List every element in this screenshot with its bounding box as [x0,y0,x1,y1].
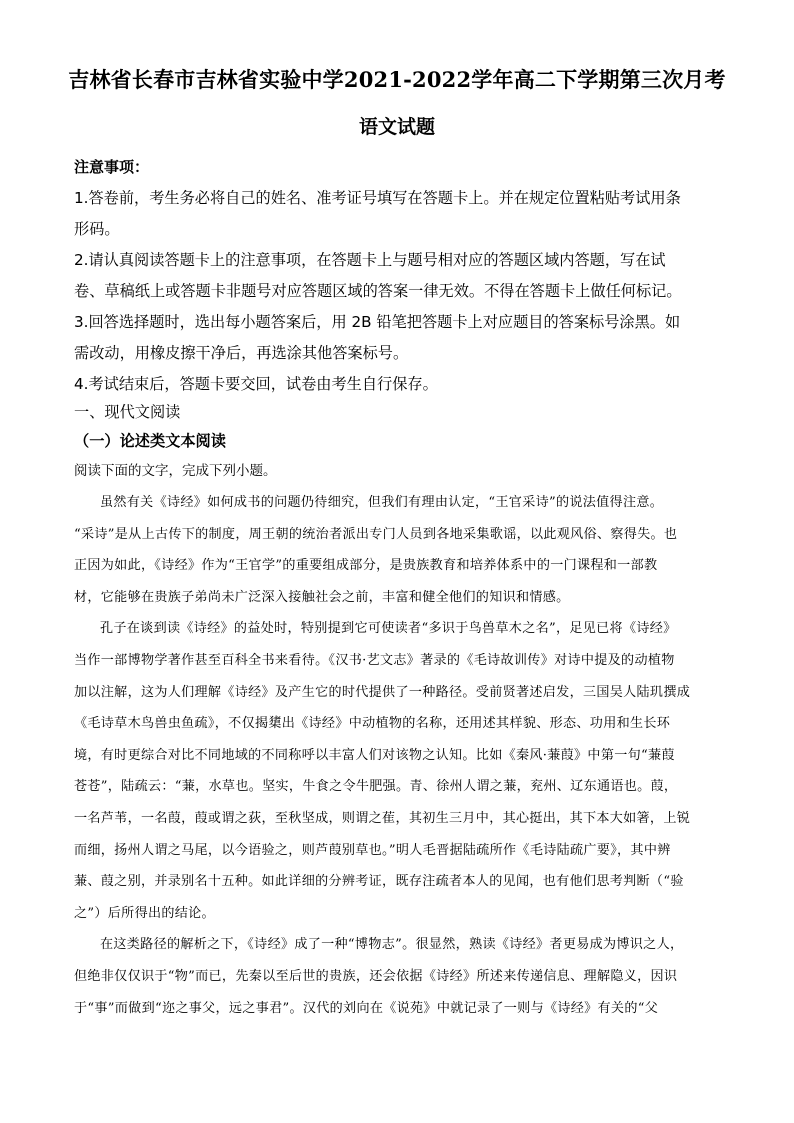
essay-line: 蒹、葭之别，并录别名十五种。如此详细的分辨考证，既存注疏者本人的见闻，也有他们思考判断（“验 [74,874,684,890]
subsection-heading: （一）论述类文本阅读 [74,432,226,450]
notice-block [74,152,724,400]
essay-line: 于“事”而做到“迩之事父，远之事君”。汉代的刘向在《说苑》中就记录了一则与《诗经》有关的“父 [74,1000,659,1016]
section-heading: 一、现代文阅读 [74,403,181,421]
essay-line: 虽然有关《诗经》如何成书的问题仍待细究，但我们有理由认定，“王官采诗”的说法值得注意。 [100,495,664,510]
notice-heading: 注意事项： [74,158,150,176]
notice-line: 形码。 [74,220,120,238]
essay-line: 加以注解，这为人们理解《诗经》及产生它的时代提供了一种路径。受前贤著述启发，三国吴人陆玑撰成 [74,684,691,700]
essay-line: 而细，扬州人谓之马尾，以今语验之，则芦葭别草也。”明人毛晋据陆疏所作《毛诗陆疏广要》，其中辨 [74,842,671,858]
notice-line: 1.答卷前，考生务必将自己的姓名、准考证号填写在答题卡上。并在规定位置粘贴考试用条 [74,189,681,207]
exam-subtitle: 语文试题 [358,116,435,138]
essay-line: 正因为如此，《诗经》作为“王官学”的重要组成部分，是贵族教育和培养体系中的一门课程和一部教 [74,558,658,574]
essay-line: 境，有时更综合对比不同地域的不同称呼以丰富人们对该物之认知。比如《秦风·蒹葭》中第一句“蒹葭 [74,747,675,763]
essay-line: “采诗”是从上古传下的制度，周王朝的统治者派出专门人员到各地采集歌谣，以此观风俗、察得失。也 [74,526,678,542]
essay-line: 当作一部博物学著作甚至百科全书来看待。《汉书·艺文志》著录的《毛诗故训传》对诗中提及的动植物 [74,652,675,668]
reading-instruction: 阅读下面的文字，完成下列小题。 [74,463,277,479]
notice-line: 3.回答选择题时，选出每小题答案后，用 2B 铅笔把答题卡上对应题目的答案标号涂黑。如 [74,313,681,331]
essay-text [74,487,718,1024]
essay-line: 材，它能够在贵族子弟尚未广泛深入接触社会之前，丰富和健全他们的知识和情感。 [74,589,570,605]
notice-line: 2.请认真阅读答题卡上的注意事项，在答题卡上与题号相对应的答题区域内答题，写在试 [74,251,666,269]
essay-line: 苍苍”，陆疏云：“蒹，水草也。坚实，牛食之令牛肥强。青、徐州人谓之蒹，兖州、辽东通语也。葭， [74,779,678,795]
essay-line: 《毛诗草木鸟兽虫鱼疏》，不仅揭橥出《诗经》中动植物的名称，还用述其样貌、形态、功用和生长环 [74,716,671,732]
essay-line: 但绝非仅仅识于“物”而已，先秦以至后世的贵族，还会依据《诗经》所述来传递信息、理解隐义，因识 [74,968,678,984]
notice-line: 卷、草稿纸上或答题卡非题号对应答题区域的答案一律无效。不得在答题卡上做任何标记。 [74,282,682,300]
exam-title: 吉林省长春市吉林省实验中学2021-2022学年高二下学期第三次月考 [68,67,726,92]
essay-line: 在这类路径的解析之下，《诗经》成了一种“博物志”。很显然，熟读《诗经》者更易成为博识之人， [100,937,684,953]
notice-line: 需改动，用橡皮擦干净后，再选涂其他答案标号。 [74,344,409,362]
essay-line: 孔子在谈到读《诗经》的益处时，特别提到它可使读者“多识于鸟兽草木之名”，足见已将《诗经》 [100,621,677,637]
essay-line: 之”）后所得出的结论。 [74,905,215,921]
notice-line: 4.考试结束后，答题卡要交回，试卷由考生自行保存。 [74,375,438,393]
essay-line: 一名芦苇，一名葭，葭或谓之荻，至秋坚成，则谓之萑，其初生三月中，其心挺出，其下本大如箸，上锐 [74,810,691,826]
